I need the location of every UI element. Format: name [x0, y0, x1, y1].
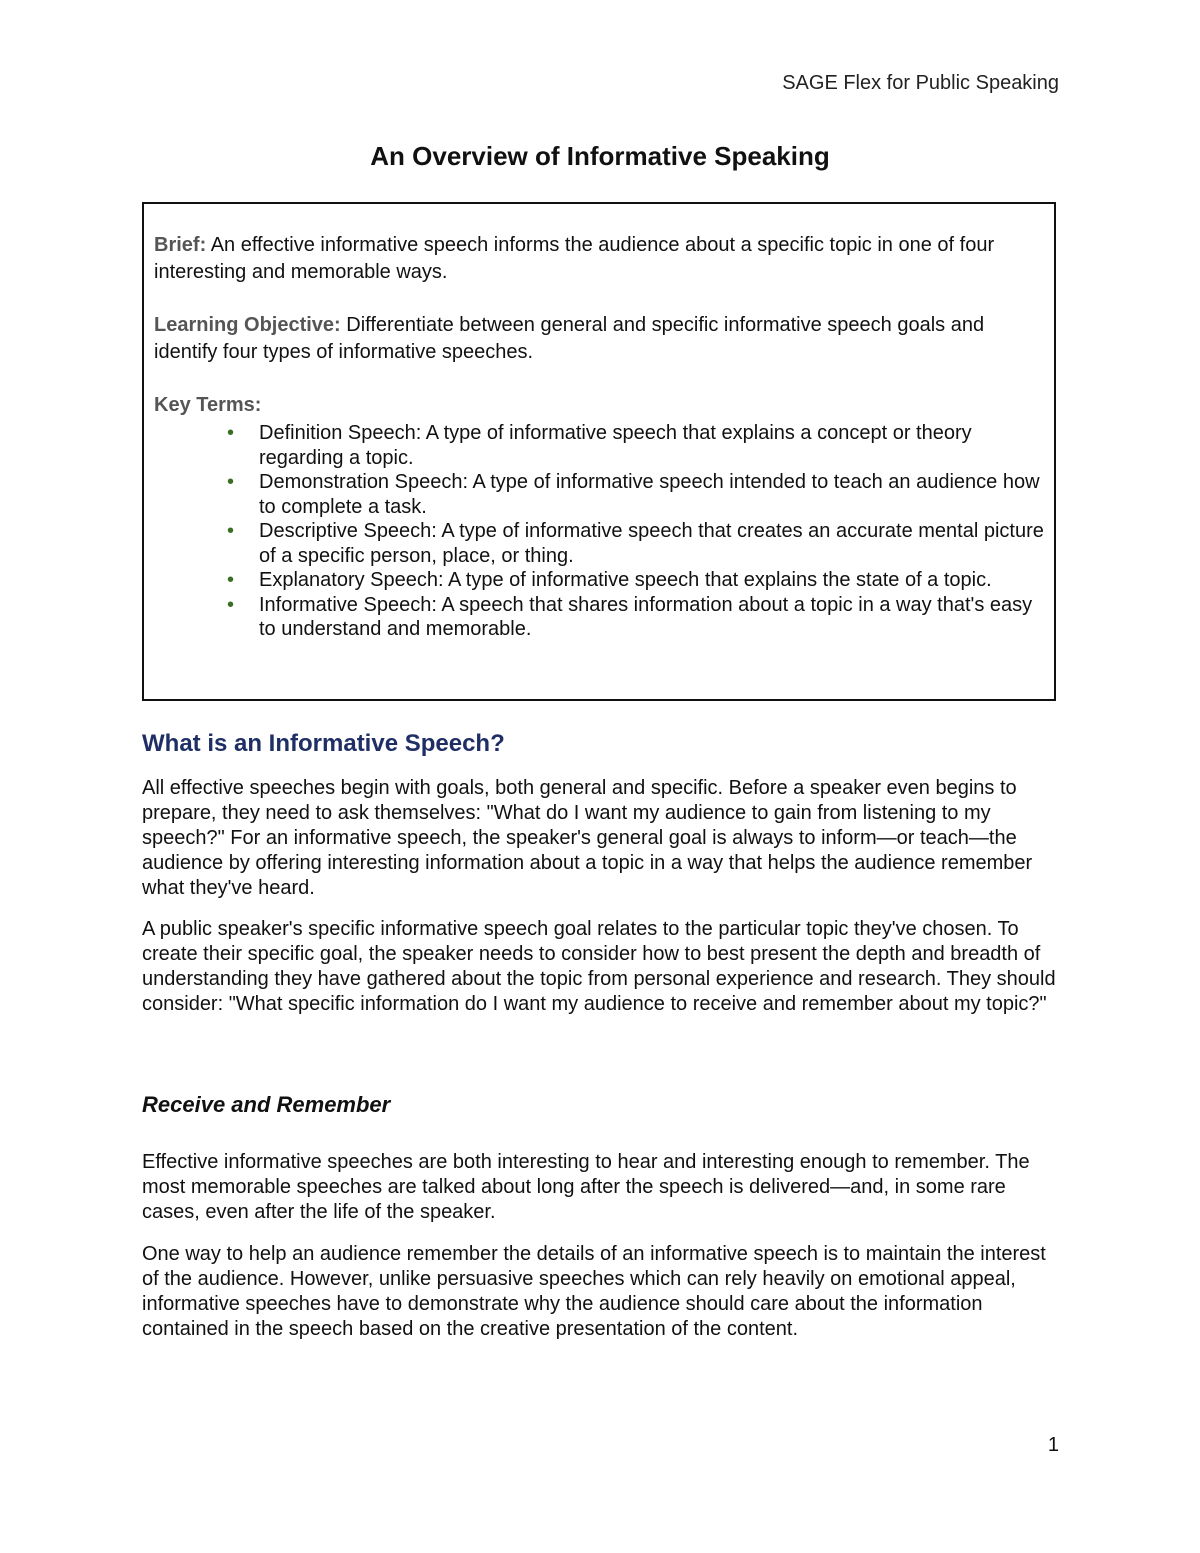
bullet-icon: •	[227, 471, 235, 493]
key-terms-list	[154, 421, 1044, 642]
list-item	[227, 568, 1044, 593]
objective-label: Learning Objective:	[154, 314, 341, 336]
objective-text: Differentiate between general and specific informative speech goals and identify four types of informative speeches.	[154, 314, 985, 363]
section-what-is	[142, 731, 1062, 1017]
key-terms-label: Key Terms:	[154, 394, 262, 416]
list-item	[227, 470, 1044, 519]
section-heading: What is an Informative Speech?	[142, 730, 505, 757]
key-term-text: Definition Speech: A type of informative speech that explains a concept or theory regarding a topic.	[259, 422, 972, 469]
page-title: An Overview of Informative Speaking	[370, 141, 830, 171]
body-paragraph: A public speaker's specific informative speech goal relates to the particular topic they've chosen. To create their specific goal, the speaker needs to consider how to best present the depth and breadth of understanding they have gathered about the topic from personal experience and research. They should consider: "What specific information do I want my audience to receive and remember about my topic?"	[142, 918, 1056, 1015]
bullet-icon: •	[227, 422, 235, 444]
summary-box	[142, 202, 1056, 701]
brief-text: An effective informative speech informs the audience about a specific topic in one of four interesting and memorable ways.	[154, 234, 995, 283]
bullet-icon: •	[227, 593, 235, 616]
list-item	[227, 519, 1044, 568]
subsection-heading: Receive and Remember	[142, 1092, 391, 1117]
body-paragraph: One way to help an audience remember the details of an informative speech is to maintain the interest of the audience. However, unlike persuasive speeches which can rely heavily on emotional appeal, informative speeches have to demonstrate why the audience should care about the information contained in the speech based on the creative presentation of the content.	[142, 1243, 1046, 1340]
key-terms-heading	[154, 392, 1044, 419]
body-paragraph: Effective informative speeches are both interesting to hear and interesting enough to remember. The most memorable speeches are talked about long after the speech is delivered—and, in some rare cases, even after the life of the speaker.	[142, 1151, 1030, 1223]
list-item	[227, 421, 1044, 470]
bullet-icon: •	[227, 569, 235, 591]
section-receive-remember	[142, 1092, 1062, 1342]
running-header: SAGE Flex for Public Speaking	[782, 72, 1059, 94]
key-term-text: Explanatory Speech: A type of informative speech that explains the state of a topic.	[259, 569, 992, 591]
bullet-icon: •	[227, 520, 235, 542]
body-paragraph: All effective speeches begin with goals, both general and specific. Before a speaker even begins to prepare, they need to ask themselves: "What do I want my audience to gain from listening to my speech?" For an informative speech, the speaker's general goal is always to inform—or teach—the audience by offering interesting information about a topic in a way that helps the audience remember what they've heard.	[142, 777, 1033, 899]
brief-paragraph	[154, 232, 1044, 286]
key-term-text: Informative Speech: A speech that shares information about a topic in a way that's easy to understand and memorable.	[259, 593, 1033, 640]
brief-label: Brief:	[154, 234, 207, 256]
objective-paragraph	[154, 312, 1044, 366]
key-term-text: Demonstration Speech: A type of informative speech intended to teach an audience how to complete a task.	[259, 471, 1040, 518]
list-item	[227, 593, 1044, 642]
key-term-text: Descriptive Speech: A type of informative speech that creates an accurate mental picture of a specific person, place, or thing.	[259, 520, 1044, 567]
page-number: 1	[1047, 1434, 1059, 1456]
